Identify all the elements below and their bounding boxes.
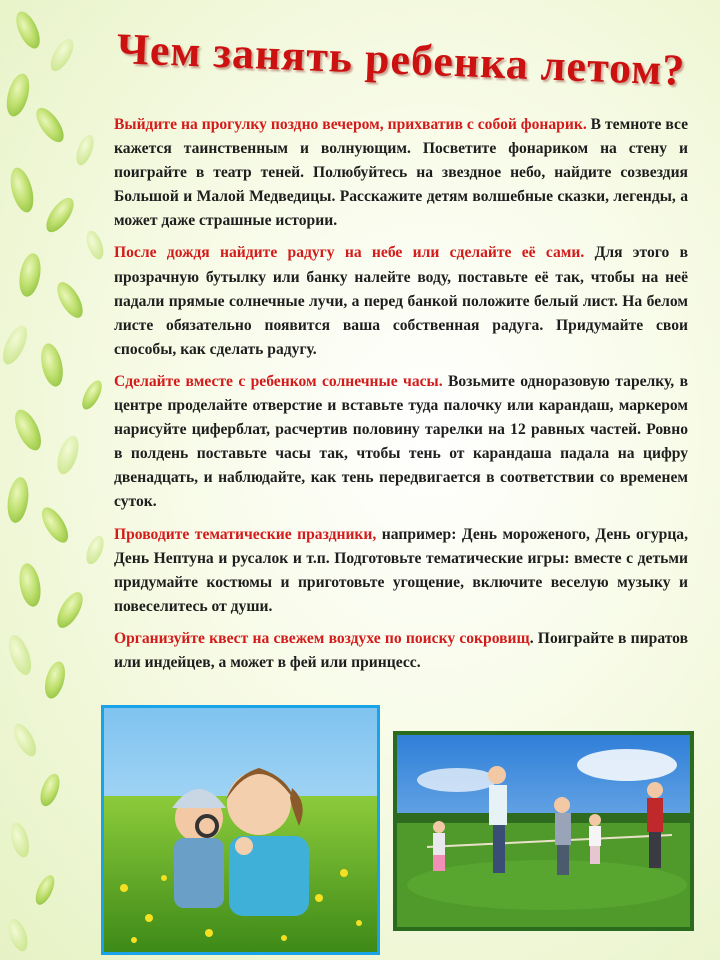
paragraph-sundial [114, 370, 688, 515]
paragraph-night-walk [114, 113, 688, 233]
paragraph-rainbow [114, 241, 688, 361]
paragraph-text: . Поиграйте в пиратов или индейцев, а может в фей или принцесс. [114, 629, 688, 671]
article-body [114, 113, 688, 683]
paragraph-lead: Организуйте квест на свежем воздухе по поиску сокровищ [114, 629, 530, 647]
paragraph-text: Для этого в прозрачную бутылку или банку налейте воду, поставьте её так, чтобы на неё падали прямые солнечные лучи, а перед банкой положите белый лист. На белом листе обязательно появится ваша собственная радуга. Придумайте свои способы, как сделать радугу. [114, 244, 688, 358]
paragraph-lead: Выйдите на прогулку поздно вечером, прихватив с собой фонарик. [114, 116, 587, 133]
paragraph-lead: Сделайте вместе с ребенком солнечные часы. [114, 372, 443, 390]
paragraph-lead: Проводите тематические праздники, [114, 525, 377, 543]
paragraph-treasure-quest [114, 627, 688, 675]
paragraph-themed-holidays [114, 523, 688, 619]
paragraph-lead: После дождя найдите радугу на небе или сделайте её сами. [114, 244, 585, 262]
paragraph-text: В темноте все кажется таинственным и волнующим. Посветите фонариком на стену и поиграйте в театр теней. Полюбуйтесь на звездное небо, найдите созвездия Большой и Малой Медведицы. Расскажите детям волшебные сказки, легенды, а может даже страшные истории. [114, 116, 688, 230]
paragraph-text: Возьмите одноразовую тарелку, в центре проделайте отверстие и вставьте туда палочку или карандаш, маркером нарисуйте циферблат, расчертив половину тарелки на 12 равных частей. Ровно в полдень поставьте часы так, чтобы тень от карандаша падала на цифру двенадцать, и наблюдайте, как тень передвигается в соответствии со временем суток. [114, 372, 688, 511]
children-magnifier-photo [101, 705, 380, 955]
family-tug-of-war-photo [393, 731, 694, 931]
paragraph-text: например: День мороженого, День огурца, День Нептуна и русалок и т.п. Подготовьте тематические игры: вместе с детьми придумайте костюмы и приготовьте угощение, включите веселую музыку и повеселитесь от души. [114, 525, 688, 615]
page-title: Чем занять ребенка летом? [115, 24, 687, 95]
